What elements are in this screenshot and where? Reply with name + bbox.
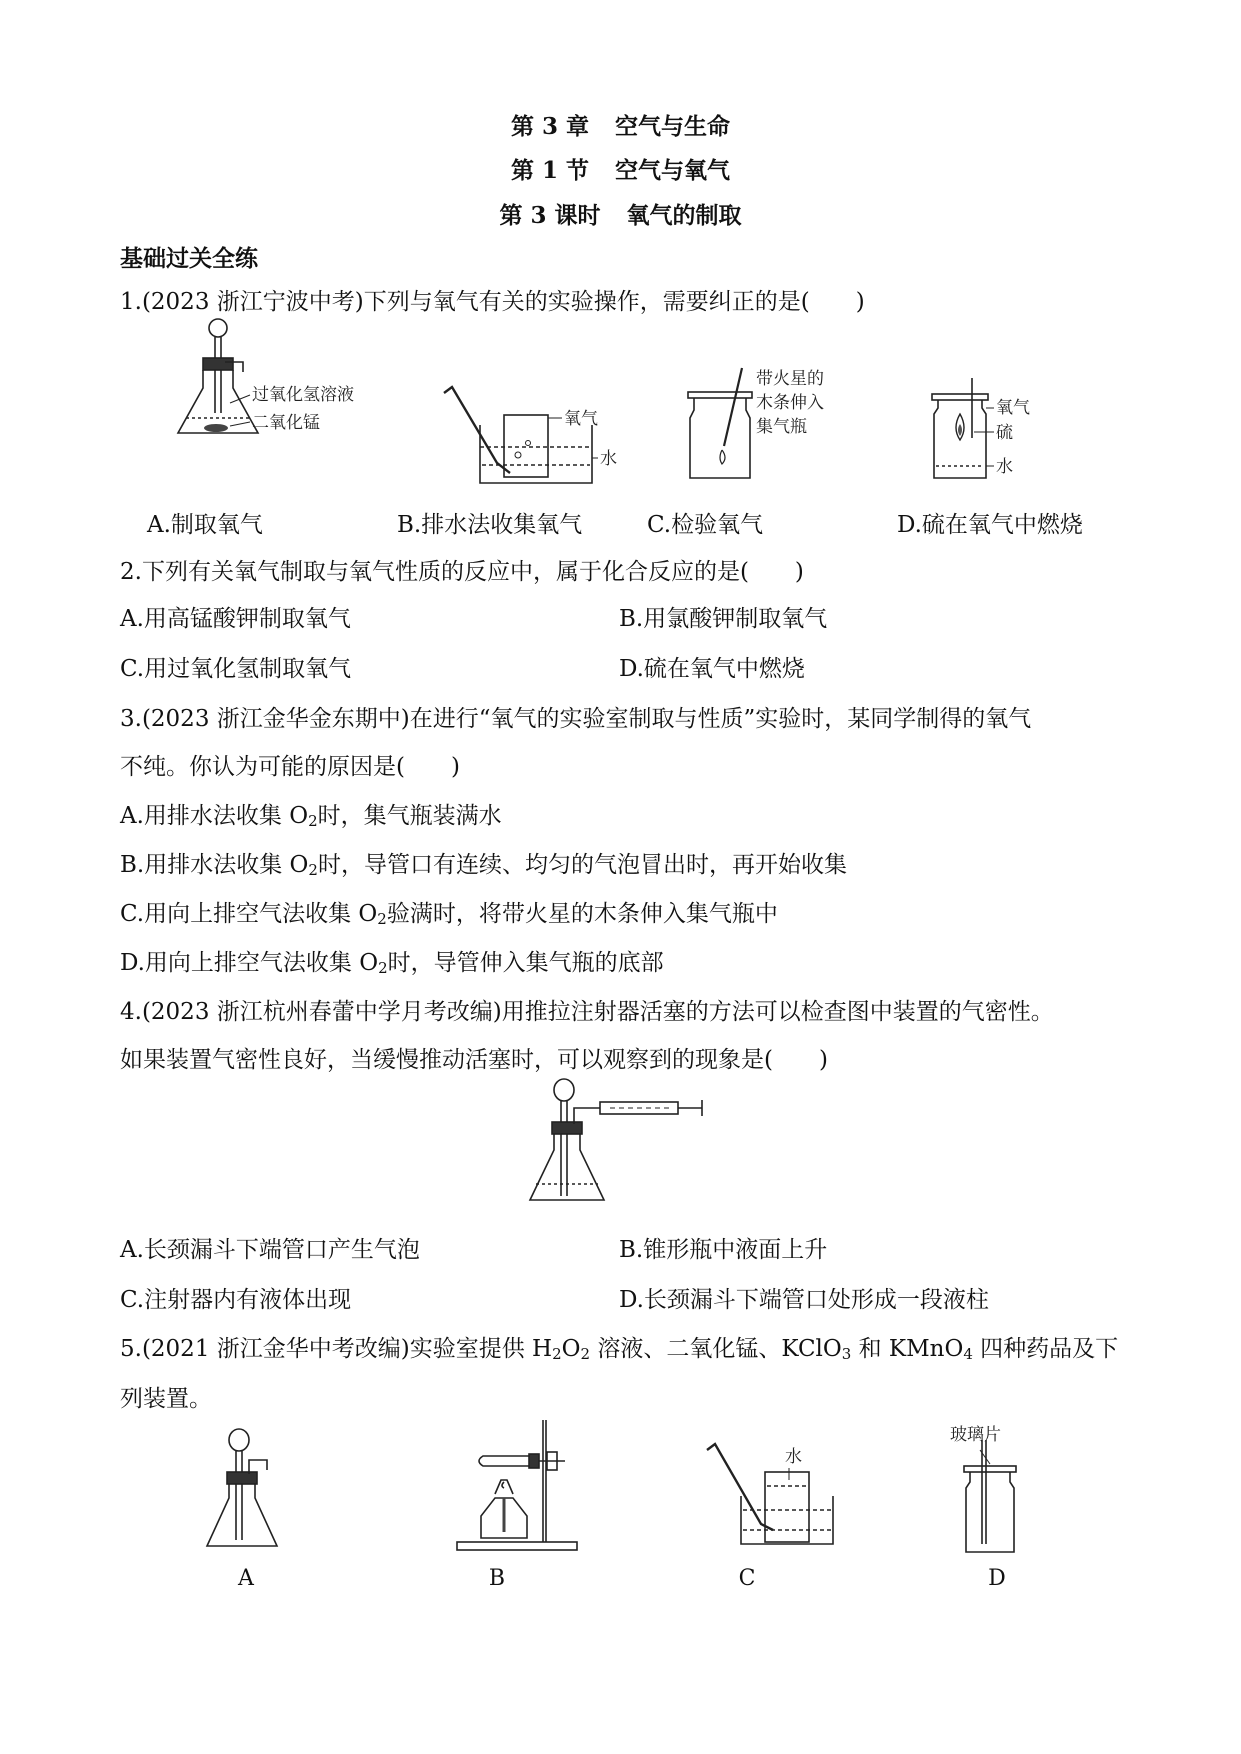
section-name: 空气与氧气	[615, 157, 731, 184]
q3-option-c-sub: 2	[377, 910, 387, 928]
chapter-number: 第 3 章	[510, 113, 590, 140]
chapter-name: 空气与生命	[615, 113, 731, 140]
q2-option-a[interactable]: A.用高锰酸钾制取氧气	[120, 606, 351, 632]
q5-caption-a: A	[238, 1566, 254, 1591]
q1c-label-line1: 带火星的	[756, 369, 824, 389]
q5-stem-sub-2: 2	[580, 1345, 591, 1363]
q1-figure-a-flask	[170, 318, 370, 446]
q3-option-c-text: C.用向上排空气法收集 O	[120, 901, 378, 927]
q3-option-d[interactable]	[120, 944, 664, 977]
q2-option-c[interactable]: C.用过氧化氢制取氧气	[120, 656, 352, 682]
q3-option-b[interactable]	[120, 846, 847, 879]
lesson-name: 氧气的制取	[626, 202, 742, 229]
q5-figure-a-flask	[205, 1428, 295, 1553]
q3-option-a-sub: 2	[308, 812, 318, 830]
q3-option-b-text: B.用排水法收集 O	[120, 852, 309, 878]
q1c-label-line2: 木条伸入	[756, 393, 824, 413]
q4-option-d[interactable]: D.长颈漏斗下端管口处形成一段液柱	[619, 1287, 989, 1313]
chapter-title	[0, 108, 1241, 141]
q1c-label-line3: 集气瓶	[756, 417, 807, 437]
q4-option-a[interactable]: A.长颈漏斗下端管口产生气泡	[120, 1237, 420, 1263]
q3-option-d-text: D.用向上排空气法收集 O	[120, 950, 379, 976]
q5-stem-line2: 列装置。	[120, 1386, 212, 1412]
q5c-label-water: 水	[785, 1447, 802, 1467]
q1a-label-h2o2: 过氧化氢溶液	[252, 385, 354, 405]
q4-option-b[interactable]: B.锥形瓶中液面上升	[619, 1237, 828, 1263]
q5-stem-sub-3: 3	[841, 1345, 852, 1363]
q1-option-c[interactable]: C.检验氧气	[647, 512, 764, 538]
exercise-heading: 基础过关全练	[120, 245, 258, 272]
q5-stem-line1	[120, 1330, 1118, 1363]
q4-stem-line2: 如果装置气密性良好，当缓慢推动活塞时，可以观察到的现象是( )	[120, 1047, 828, 1073]
q5-figure-d-gas-jar	[950, 1426, 1060, 1556]
q5-stem-text-1: 5.(2021 浙江金华中考改编)实验室提供 H	[120, 1336, 553, 1362]
q5-stem-sub-1: 2	[552, 1345, 562, 1363]
q1b-label-water: 水	[600, 449, 617, 469]
q4-figure-syringe-apparatus	[530, 1078, 720, 1210]
q3-option-a-text-end: 时，集气瓶装满水	[317, 803, 502, 829]
q3-option-b-text-end: 时，导管口有连续、均匀的气泡冒出时，再开始收集	[317, 852, 847, 878]
q1-figure-b-water-collection	[442, 385, 617, 490]
q1a-label-mno2: 二氧化锰	[252, 413, 320, 433]
q5-stem-text-5: 四种药品及下	[972, 1336, 1119, 1362]
q3-option-b-sub: 2	[308, 861, 318, 879]
q5-caption-d: D	[988, 1566, 1006, 1591]
q5-caption-c: C	[738, 1566, 756, 1591]
mno2-solid	[204, 424, 228, 432]
section-title	[0, 152, 1241, 185]
q3-option-a[interactable]	[120, 797, 502, 830]
q5-caption-b: B	[488, 1566, 506, 1591]
q3-option-a-text: A.用排水法收集 O	[120, 803, 309, 829]
lesson-number: 第 3 课时	[499, 202, 601, 229]
q3-stem-line1: 3.(2023 浙江金华金东期中)在进行“氧气的实验室制取与性质”实验时，某同学制得的氧气	[120, 706, 1032, 732]
q1-figure-d-sulfur-burning	[930, 378, 1070, 488]
section-number: 第 1 节	[510, 157, 590, 184]
q3-option-c[interactable]	[120, 895, 778, 928]
q2-stem: 2.下列有关氧气制取与氧气性质的反应中，属于化合反应的是( )	[120, 559, 804, 585]
q5d-label-glass: 玻璃片	[950, 1425, 1001, 1445]
q1d-label-sulfur: 硫	[996, 423, 1013, 443]
q1b-label-oxygen: 氧气	[564, 409, 598, 429]
q1-option-a[interactable]: A.制取氧气	[147, 512, 263, 538]
q1-option-b[interactable]: B.排水法收集氧气	[397, 512, 583, 538]
lesson-title	[0, 197, 1241, 230]
q1-stem: 1.(2023 浙江宁波中考)下列与氧气有关的实验操作，需要纠正的是( )	[120, 289, 865, 315]
q1d-label-oxygen: 氧气	[996, 398, 1030, 418]
q3-option-d-sub: 2	[378, 959, 388, 977]
q5-stem-text-3: 溶液、二氧化锰、KClO	[590, 1336, 842, 1362]
q5-figure-b-heating-setup	[455, 1418, 595, 1553]
q5-stem-text-4: 和 KMnO	[851, 1336, 964, 1362]
q2-option-b[interactable]: B.用氯酸钾制取氧气	[619, 606, 828, 632]
q5-figure-c-water-trough	[705, 1440, 835, 1552]
q1-option-d[interactable]: D.硫在氧气中燃烧	[897, 512, 1083, 538]
q5-stem-text-2: O	[561, 1336, 581, 1362]
q1-figure-c-splint-test	[682, 366, 852, 486]
q5-stem-sub-4: 4	[963, 1345, 973, 1363]
q3-stem-line2: 不纯。你认为可能的原因是( )	[120, 754, 460, 780]
q3-option-c-text-end: 验满时，将带火星的木条伸入集气瓶中	[386, 901, 778, 927]
q3-option-d-text-end: 时，导管伸入集气瓶的底部	[387, 950, 664, 976]
q4-option-c[interactable]: C.注射器内有液体出现	[120, 1287, 352, 1313]
q4-stem-line1: 4.(2023 浙江杭州春蕾中学月考改编)用推拉注射器活塞的方法可以检查图中装置的气密性。	[120, 999, 1054, 1025]
q1d-label-water: 水	[996, 457, 1013, 477]
q2-option-d[interactable]: D.硫在氧气中燃烧	[619, 656, 805, 682]
